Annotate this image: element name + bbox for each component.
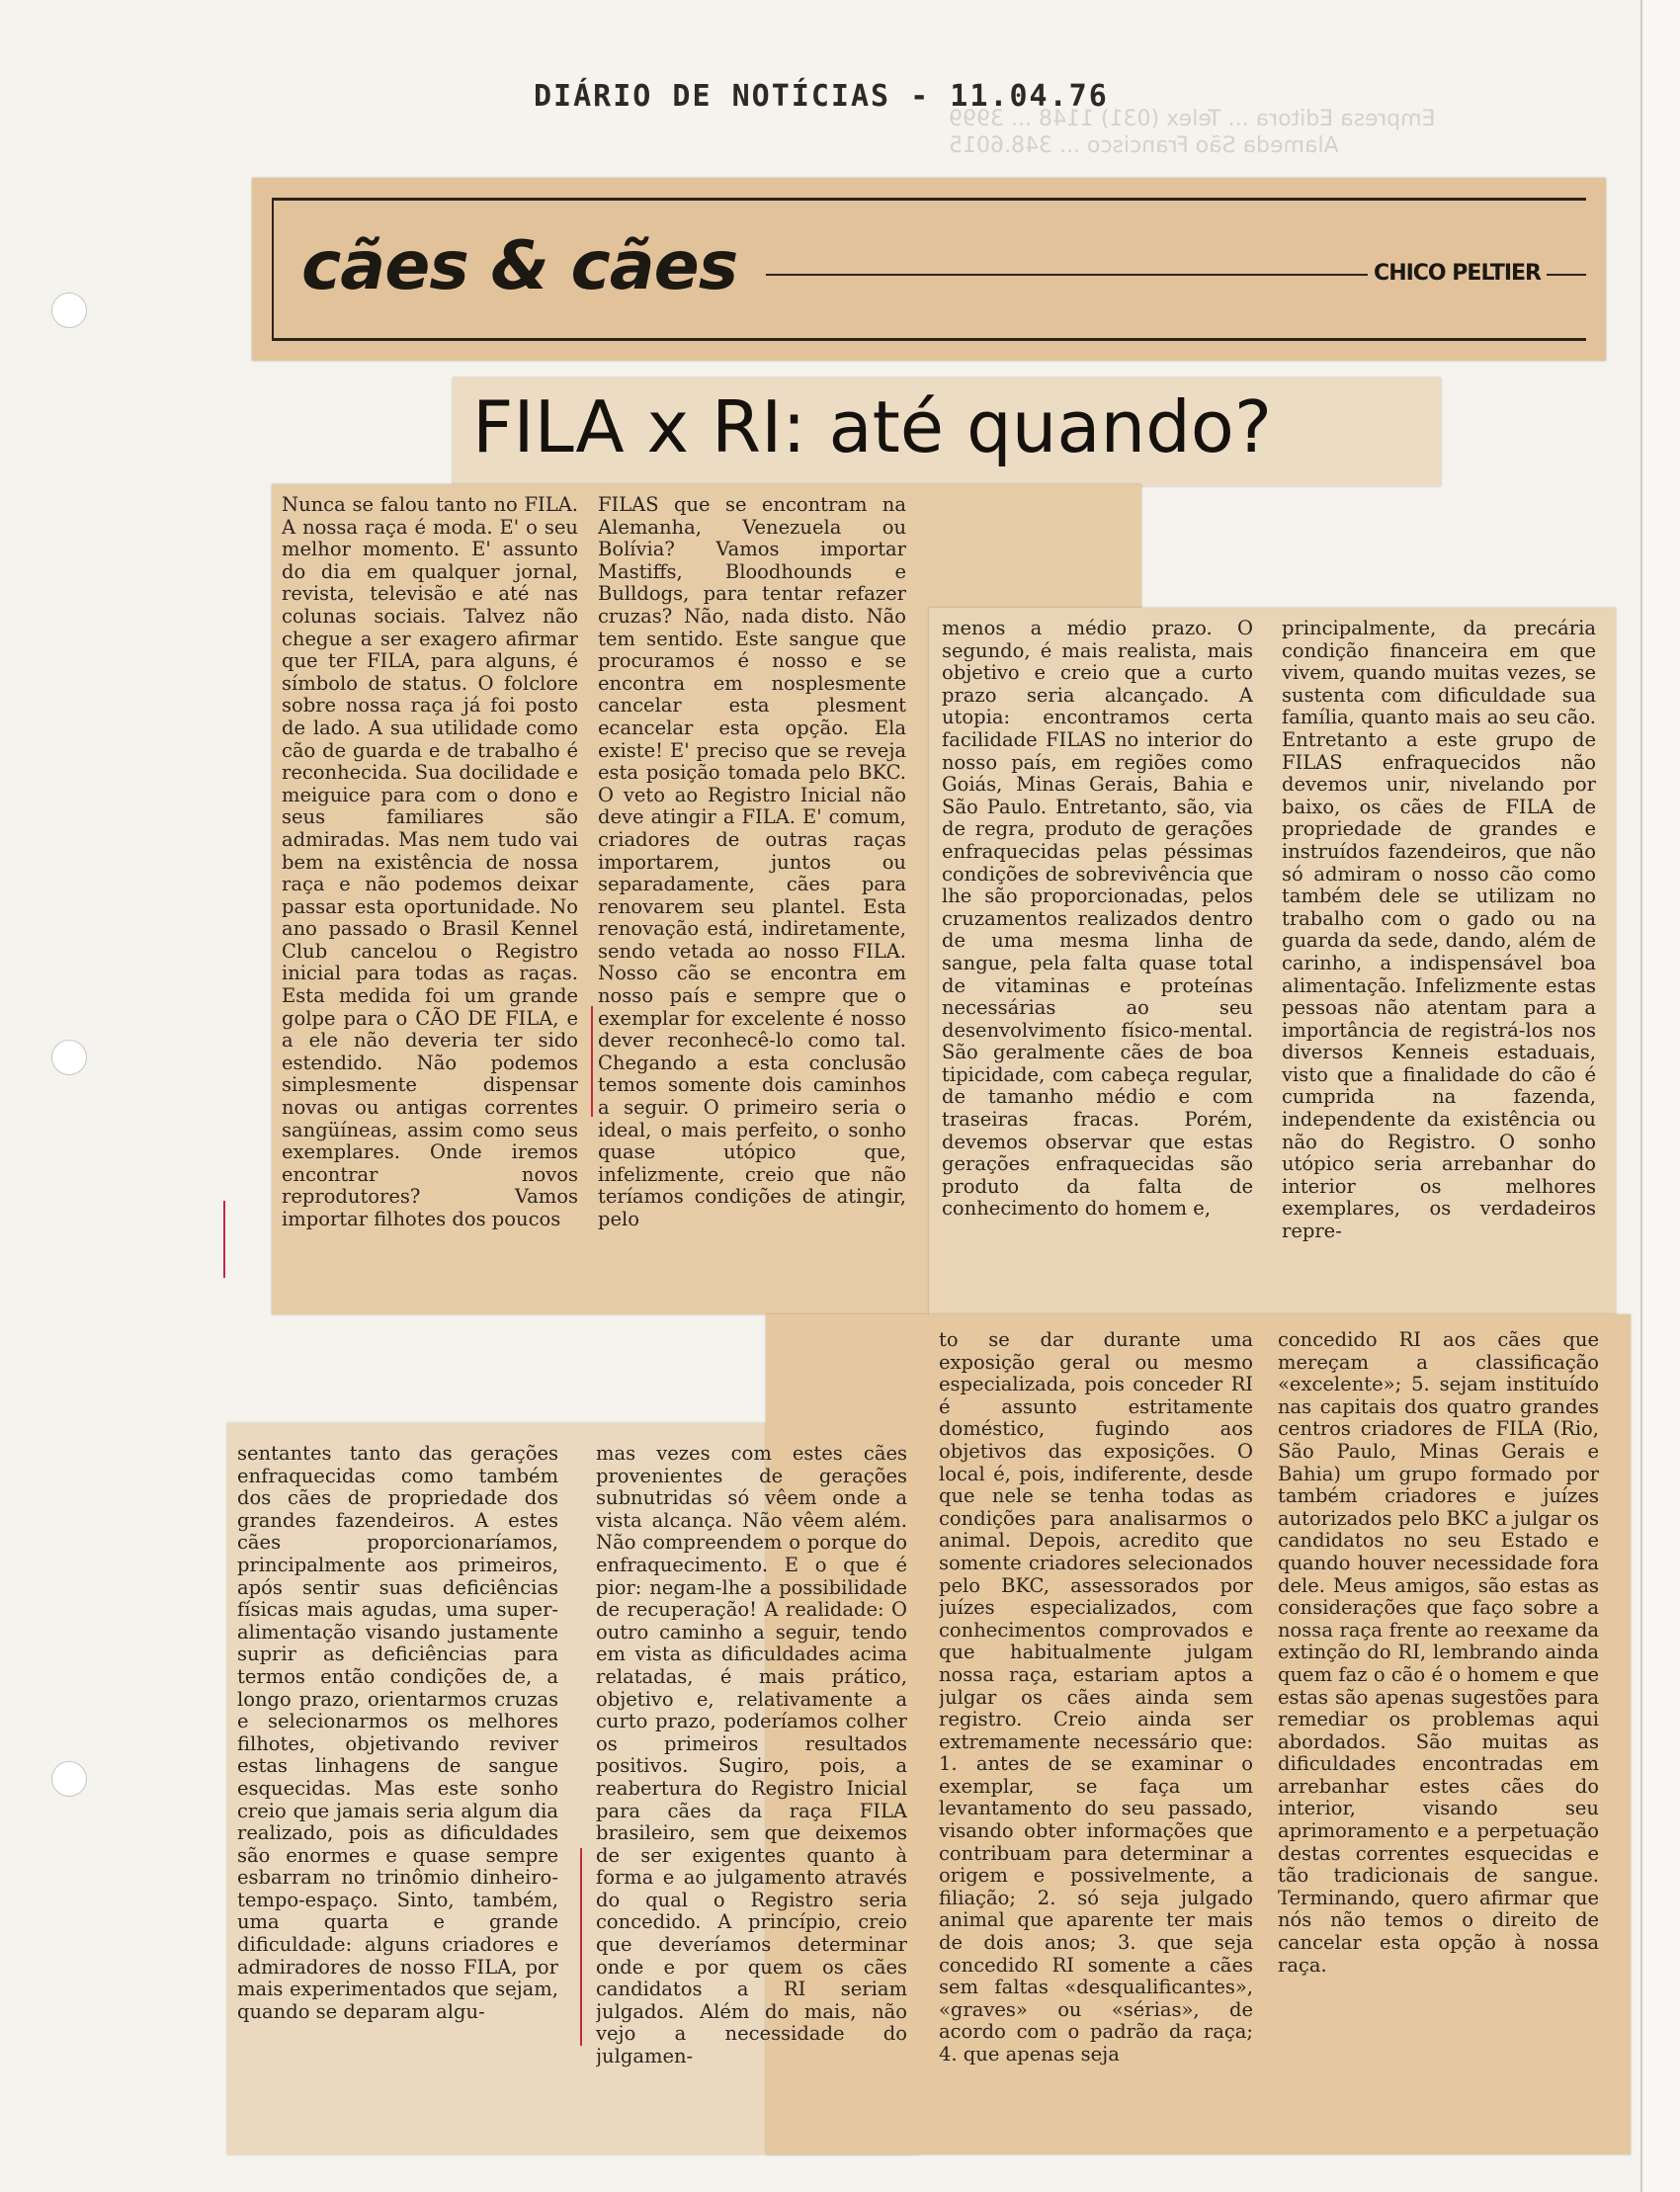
headline-clipping <box>453 378 1441 486</box>
article-column-3: menos a médio prazo. O segundo, é mais realista, mais objetivo e creio que a curto prazo seria alcançado. A utopia: encontramos certa facilidade FILAS no interior do nosso país, em regiões como Goiás, Minas Gerais, Bahia e São Paulo. Entretanto, são, via de regra, produto de gerações enfraquecidas pelas péssimas condições de sobrevivência que lhe são proporcionadas, pelos cruzamentos realizados dentro de uma mesma linha de sangue, pela falta quase total de vitaminas e proteínas necessárias ao seu desenvolvimento físico-mental. São geralmente cães de boa tipicidade, com cabeça regular, de tamanho médio e com traseiras fracas. Porém, devemos observar que estas gerações enfraquecidas são produto da falta de conhecimento do homem e, <box>942 618 1253 1221</box>
pen-mark-2 <box>591 1006 593 1117</box>
article-column-4: principalmente, da precária condição financeira em que vivem, quando muitas vezes, se sustenta com dificuldade sua família, quanto mais ao seu cão. Entretanto a este grupo de FILAS enfraquecidos não devemos unir, nivelando por baixo, os cães de FILA de propriedade de grandes e instruídos fazendeiros, que não só admiram o nosso cão como também dele se utilizam no trabalho com o gado ou na guarda da sede, dando, além de carinho, a indispensável boa alimentação. Infelizmente estas pessoas não atentam para a importância de registrá-los nos diversos Kenneis estaduais, visto que a finalidade do cão é cumprida na fazenda, independente da existência ou não do Registro. O sonho utópico seria arrebanhar do interior os melhores exemplares, os verdadeiros repre- <box>1282 618 1596 1243</box>
article-headline: FILA x RI: até quando? <box>472 385 1273 468</box>
pen-mark-1 <box>223 1201 225 1278</box>
binder-hole-bottom <box>51 1761 87 1797</box>
binder-hole-top <box>51 293 87 328</box>
article-column-8: concedido RI aos cães que mereçam a classificação «excelente»; 5. sejam instituído nas capitais dos quatro grandes centros criadores de FILA (Rio, São Paulo, Minas Gerais e Bahia) um grupo formado por também criadores e juízes autorizados pelo BKC a julgar os candidatos no seu Estado e quando houver necessidade fora dele. Meus amigos, são estas as considerações que faço sobre a nossa raça frente ao reexame da extinção do RI, lembrando ainda quem faz o cão é o homem e que estas são apenas sugestões para remediar os problemas aqui abordados. São muitas as dificuldades encontradas em arrebanhar estes cães do interior, visando seu aprimoramento e a perpetuação destas correntes esquecidas e tão tradicionais de sangue. Terminando, quero afirmar que nós não temos o direito de cancelar esta opção à nossa raça. <box>1278 1329 1599 1977</box>
article-column-7: to se dar durante uma exposição geral ou mesmo especializada, pois conceder RI é assunto estritamente doméstico, fugindo aos objetivos das exposições. O local é, pois, indiferente, desde que nele se tenha todas as condições para analisarmos o animal. Depois, acredito que somente criadores selecionados pelo BKC, assessorados por juízes especializados, com conhecimentos comprovados e que habitualmente julgam nossa raça, estariam aptos a julgar os cães ainda sem registro. Creio ainda ser extremamente necessário que: 1. antes de se examinar o exemplar, se faça um levantamento do seu passado, visando obter informações que contribuam para determinar a origem e possivelmente, a filiação; 2. só seja julgado animal que aparente ter mais de dois anos; 3. que seja concedido RI somente a cães sem faltas «desqualificantes», «graves» ou «sérias», de acordo com o padrão da raça; 4. que apenas seja <box>939 1329 1253 2066</box>
column-logo: cães & cães <box>301 227 738 305</box>
article-column-2: FILAS que se encontram na Alemanha, Venezuela ou Bolívia? Vamos importar Mastiffs, Bloodhounds e Bulldogs, para tentar refazer cruzas? Não, nada disto. Não tem sentido. Este sangue que procuramos é nosso e se encontra em nosplesmente cancelar esta plesment ecancelar esta opção. Ela existe! E' preciso que se reveja esta posição tomada pelo BKC. O veto ao Registro Inicial não deve atingir a FILA. E' comum, criadores de outras raças importarem, juntos ou separadamente, cães para renovarem seu plantel. Esta renovação está, indiretamente, sendo vetada ao nosso FILA. Nosso cão se encontra em nosso país e sempre que o exemplar for excelente é nosso dever reconhecê-lo como tal. Chegando a esta conclusão temos somente dois caminhos a seguir. O primeiro seria o ideal, o mais perfeito, o sonho quase utópico que, infelizmente, creio que não teríamos condições de atingir, pelo <box>598 494 906 1230</box>
article-column-5: sentantes tanto das gerações enfraquecidas como também dos cães de propriedade dos grandes fazendeiros. A estes cães proporcionaríamos, principalmente aos primeiros, após sentir suas deficiências físicas mais agudas, uma super-alimentação visando justamente suprir as deficiências para termos então condições de, a longo prazo, orientarmos cruzas e selecionarmos os melhores filhotes, objetivando reviver estas linhagens de sangue esquecidas. Mas este sonho creio que jamais seria algum dia realizado, pois as dificuldades são enormes e quase sempre esbarram no trinômio dinheiro-tempo-espaço. Sinto, também, uma quarta e grande dificuldade: alguns criadores e admiradores de nosso FILA, por mais experimentados que sejam, quando se deparam algu- <box>237 1443 558 2023</box>
article-column-1: Nunca se falou tanto no FILA. A nossa raça é moda. E' o seu melhor momento. E' assunto do dia em qualquer jornal, revista, televisão e até nas colunas sociais. Talvez não chegue a ser exagero afirmar que ter FILA, para alguns, é símbolo de status. O folclore sobre nossa raça já foi posto de lado. A sua utilidade como cão de guarda e de trabalho é reconhecida. Sua docilidade e meiguice para com o dono e seus familiares são admiradas. Mas nem tudo vai bem na existência de nossa raça e não podemos deixar passar esta oportunidade. No ano passado o Brasil Kennel Club cancelou o Registro inicial para todas as raças. Esta medida foi um grande golpe para o CÃO DE FILA, e a ele não deveria ter sido estendido. Não podemos simplesmente dispensar novas ou antigas correntes sangüíneas, assim como seus exemplares. Onde iremos encontrar novos reprodutores? Vamos importar filhotes dos poucos <box>282 494 578 1230</box>
pen-mark-3 <box>580 1848 582 2046</box>
masthead-date: DIÁRIO DE NOTÍCIAS - 11.04.76 <box>534 79 1109 114</box>
article-column-6: mas vezes com estes cães provenientes de gerações subnutridas só vêem onde a vista alcança. Não vêem além. Não compreendem o porque do enfraquecimento. E o que é pior: negam-lhe a possibilidade de recuperação! A realidade: O outro caminho a seguir, tendo em vista as dificuldades acima relatadas, é mais prático, objetivo e, relativamente a curto prazo, poderíamos colher os primeiros resultados positivos. Sugiro, pois, a reabertura do Registro Inicial para cães da raça FILA brasileiro, sem que deixemos de ser exigentes quanto à forma e ao julgamento através do qual o Registro seria concedido. A princípio, creio que deveríamos determinar onde e por quem os cães candidatos a RI seriam julgados. Além do mais, não vejo a necessidade do julgamen- <box>596 1443 907 2068</box>
bleed-through-text-2: Alameda São Francisco ... 348.6015 <box>949 133 1339 158</box>
binder-hole-middle <box>51 1040 87 1075</box>
bleed-through-text-1: Empresa Editora ... Telex (031) 1148 ... 3999 <box>949 107 1436 131</box>
column-banner-clipping <box>252 178 1606 361</box>
column-author: CHICO PELTIER <box>1368 261 1547 286</box>
